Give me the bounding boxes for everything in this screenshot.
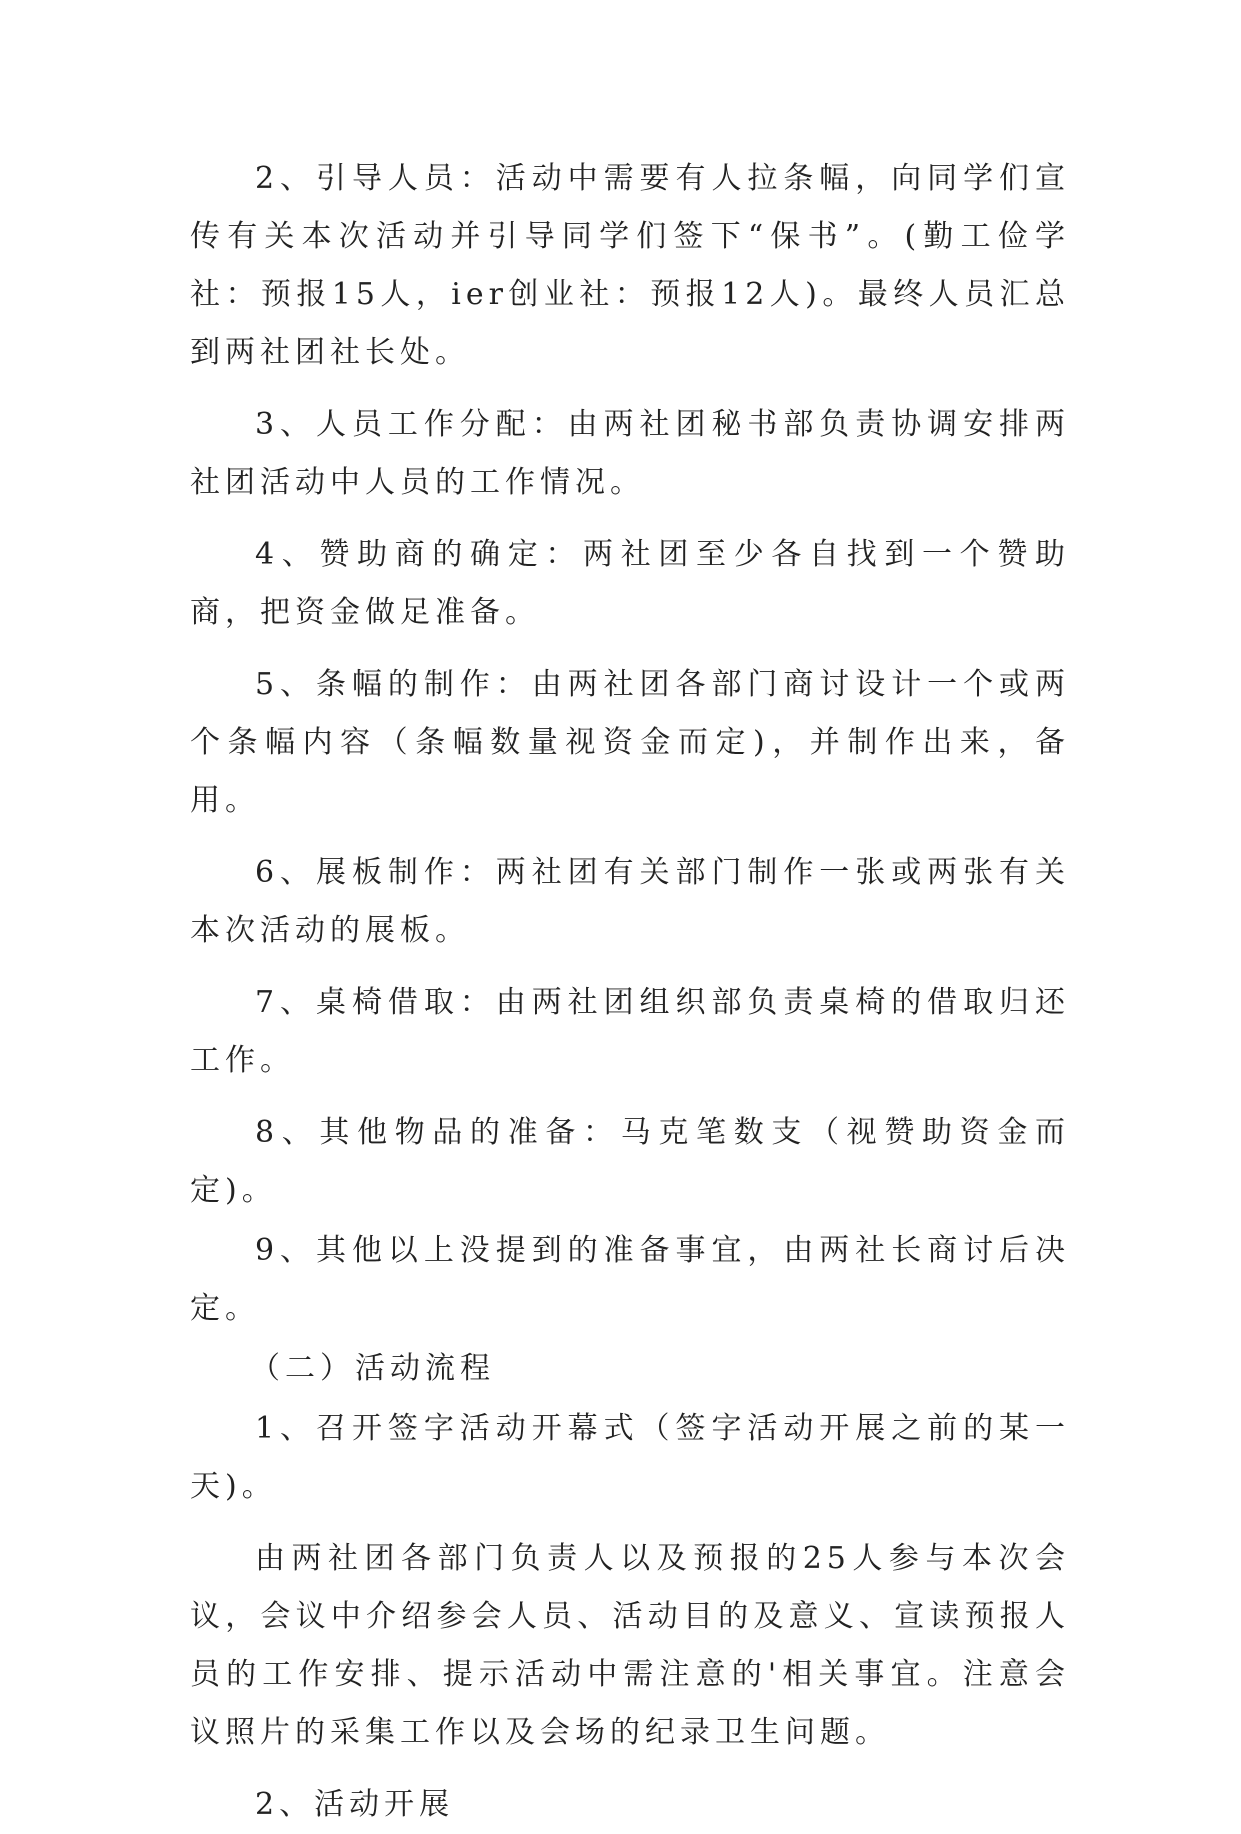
paragraph-sponsor: 4、赞助商的确定：两社团至少各自找到一个赞助商，把资金做足准备。 (190, 537, 1070, 630)
paragraph-guide-staff: 2、引导人员：活动中需要有人拉条幅，向同学们宣传有关本次活动并引导同学们签下“保书”。(勤工俭学社：预报15人，ier创业社：预报12人)。最终人员汇总到两社团社长处。 (190, 161, 1070, 370)
paragraph-opening-ceremony: 1、召开签字活动开幕式（签字活动开展之前的某一天)。 (190, 1411, 1070, 1504)
document-body (190, 150, 1070, 1834)
paragraph-display-board: 6、展板制作：两社团有关部门制作一张或两张有关本次活动的展板。 (190, 855, 1070, 948)
paragraph-meeting-details: 由两社团各部门负责人以及预报的25人参与本次会议，会议中介绍参会人员、活动目的及意义、宣读预报人员的工作安排、提示活动中需注意的'相关事宜。注意会议照片的采集工作以及会场的纪录卫生问题。 (190, 1541, 1070, 1750)
paragraph-banner: 5、条幅的制作：由两社团各部门商讨设计一个或两个条幅内容（条幅数量视资金而定)，并制作出来，备用。 (190, 667, 1070, 818)
section-heading-process: （二）活动流程 (250, 1351, 495, 1386)
paragraph-other-items: 8、其他物品的准备：马克笔数支（视赞助资金而定)。 (190, 1115, 1070, 1208)
paragraph-other-matters: 9、其他以上没提到的准备事宜，由两社长商讨后决定。 (190, 1233, 1070, 1326)
paragraph-staff-assignment: 3、人员工作分配：由两社团秘书部负责协调安排两社团活动中人员的工作情况。 (190, 407, 1070, 500)
paragraph-furniture: 7、桌椅借取：由两社团组织部负责桌椅的借取归还工作。 (190, 985, 1070, 1078)
paragraph-activity-start: 2、活动开展 (255, 1787, 455, 1822)
